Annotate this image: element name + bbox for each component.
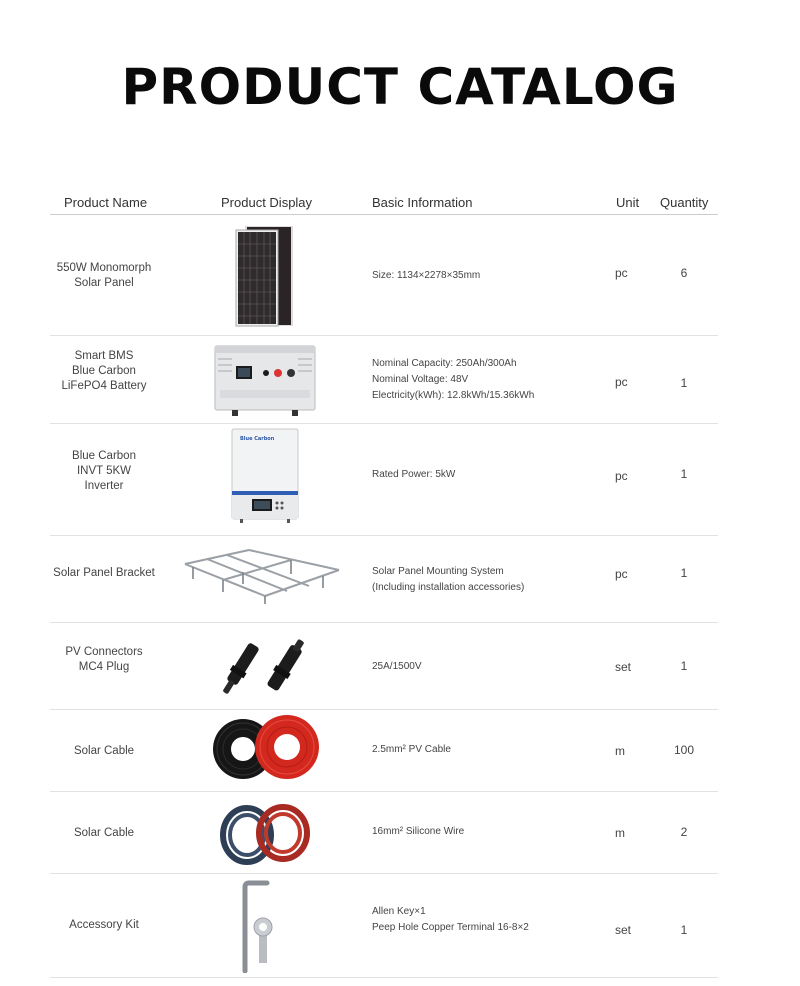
table-row	[50, 215, 718, 336]
product-info: Rated Power: 5kW	[372, 469, 456, 480]
page-title: PRODUCT CATALOG	[121, 58, 679, 116]
bracket-icon	[170, 536, 360, 616]
solar-panel-icon	[170, 215, 360, 336]
product-quantity: 1	[680, 467, 688, 481]
product-unit: pc	[615, 469, 628, 483]
product-quantity: 1	[680, 566, 688, 580]
silicone-wire-icon	[170, 792, 360, 874]
header-unit: Unit	[616, 195, 640, 210]
product-info: 2.5mm² PV Cable	[372, 744, 451, 755]
product-quantity: 6	[680, 265, 688, 280]
product-name: Smart BMS Blue Carbon LiFePO4 Battery	[61, 349, 147, 392]
table-row	[50, 710, 718, 792]
table-row	[50, 874, 718, 978]
table-row	[50, 623, 718, 710]
product-unit: pc	[615, 567, 628, 581]
table-row	[50, 336, 718, 424]
inverter-icon	[170, 424, 360, 526]
product-info: Size: 1134×2278×35mm	[372, 269, 481, 281]
product-unit: m	[615, 744, 625, 758]
svg-text:Blue Carbon: Blue Carbon	[240, 436, 275, 442]
header-quantity: Quantity	[660, 195, 709, 210]
product-quantity: 1	[680, 923, 688, 937]
product-name: Accessory Kit	[69, 918, 139, 931]
accessory-kit-icon	[170, 874, 360, 976]
row-divider	[50, 977, 718, 978]
table-row	[50, 424, 718, 536]
product-name: 550W Monomorph Solar Panel	[56, 261, 152, 289]
product-info: 25A/1500V	[372, 661, 422, 672]
product-unit: set	[615, 660, 632, 674]
header-basic-information: Basic Information	[372, 195, 473, 210]
table-row	[50, 536, 718, 623]
product-name: Solar Cable	[73, 744, 135, 757]
battery-icon	[170, 336, 360, 424]
product-quantity: 1	[680, 659, 688, 673]
product-name: Solar Panel Bracket	[53, 566, 155, 579]
product-unit: pc	[615, 265, 628, 280]
product-unit: pc	[615, 375, 628, 389]
header-product-display: Product Display	[221, 195, 313, 210]
product-unit: m	[615, 826, 625, 840]
product-unit: set	[615, 923, 632, 937]
header-product-name: Product Name	[64, 195, 148, 210]
table-row	[50, 792, 718, 874]
product-info: 16mm² Silicone Wire	[372, 826, 465, 837]
product-info: Nominal Capacity: 250Ah/300Ah Nominal Voltage: 48V Electricity(kWh): 12.8kWh/15.36kWh	[372, 358, 535, 401]
mc4-connector-icon	[170, 623, 360, 705]
product-name: Solar Cable	[73, 826, 135, 839]
pv-cable-icon	[170, 710, 360, 786]
product-name: Blue Carbon INVT 5KW Inverter	[72, 449, 136, 492]
product-quantity: 2	[680, 825, 688, 839]
product-info: Solar Panel Mounting System (Including installation accessories)	[372, 566, 525, 593]
product-quantity: 100	[673, 743, 695, 757]
product-name: PV Connectors MC4 Plug	[65, 646, 143, 673]
product-info: Allen Key×1 Peep Hole Copper Terminal 16-8×2	[372, 906, 529, 933]
product-quantity: 1	[680, 376, 688, 390]
